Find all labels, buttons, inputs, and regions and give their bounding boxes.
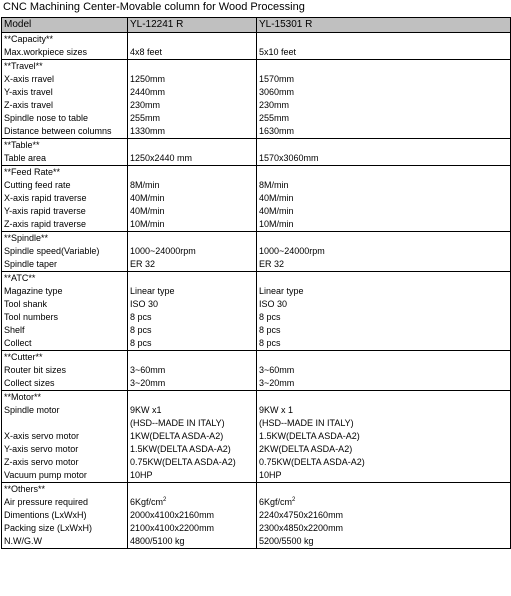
- section-labels: [2, 166, 128, 232]
- spec-label: N.W/G.W: [4, 536, 42, 546]
- section-values-col1: [128, 166, 257, 232]
- spec-label: Spindle taper: [4, 259, 58, 269]
- spec-value: ER 32: [259, 259, 285, 269]
- spec-value: 5x10 feet: [259, 47, 297, 57]
- section-row-spindle: [2, 232, 511, 272]
- spec-value: 1.5KW(DELTA ASDA-A2): [130, 444, 231, 454]
- section-values-col1: [128, 351, 257, 391]
- section-values-col1: [128, 139, 257, 166]
- spec-value: (HSD--MADE IN ITALY): [259, 418, 354, 428]
- section-header: **Others**: [4, 484, 46, 494]
- spec-value: (HSD--MADE IN ITALY): [130, 418, 225, 428]
- section-header: **Table**: [4, 140, 40, 150]
- section-header: **Feed Rate**: [4, 167, 61, 177]
- spec-value: 40M/min: [130, 193, 165, 203]
- spec-label: Tool numbers: [4, 312, 59, 322]
- spec-value-air-pressure: $6Kgf/cm^2$: [259, 497, 296, 507]
- spec-value: 8 pcs: [259, 338, 281, 348]
- spec-label: Z-axis travel: [4, 100, 54, 110]
- section-row-atc: [2, 272, 511, 351]
- section-values-col2: [257, 391, 511, 483]
- spec-value: 1630mm: [259, 126, 295, 136]
- section-values-col1: [128, 232, 257, 272]
- spec-label: Dimentions (LxWxH): [4, 510, 87, 520]
- spec-value: 4800/5100 kg: [130, 536, 185, 546]
- spec-value: 8 pcs: [130, 312, 152, 322]
- spec-value: ISO 30: [259, 299, 288, 309]
- spec-value: 8M/min: [130, 180, 160, 190]
- spec-value: 10M/min: [259, 219, 294, 229]
- spec-value: 1250x2440 mm: [130, 153, 193, 163]
- section-row-motor: [2, 391, 511, 483]
- spec-value: 2KW(DELTA ASDA-A2): [259, 444, 353, 454]
- spec-label: Packing size (LxWxH): [4, 523, 93, 533]
- spec-value: 2440mm: [130, 87, 166, 97]
- section-header: **Motor**: [4, 392, 42, 402]
- section-header: **Travel**: [4, 61, 43, 71]
- section-labels: [2, 483, 128, 549]
- spec-value: 2000x4100x2160mm: [130, 510, 215, 520]
- spec-value: 255mm: [130, 113, 161, 123]
- section-labels: [2, 272, 128, 351]
- spec-label: Tool shank: [4, 299, 48, 309]
- spec-label: Distance between columns: [4, 126, 112, 136]
- spec-label: Y-axis servo motor: [4, 444, 79, 454]
- spec-value: 8M/min: [259, 180, 289, 190]
- spec-value: 1.5KW(DELTA ASDA-A2): [259, 431, 360, 441]
- table-header-row: [2, 18, 511, 33]
- spec-label: Collect: [4, 338, 32, 348]
- spec-value: 8 pcs: [130, 338, 152, 348]
- section-values-col2: [257, 272, 511, 351]
- spec-value: 40M/min: [259, 193, 294, 203]
- section-values-col2: [257, 166, 511, 232]
- spec-label: Collect sizes: [4, 378, 55, 388]
- spec-label: Magazine type: [4, 286, 63, 296]
- spec-value: 8 pcs: [259, 312, 281, 322]
- section-row-cutter: [2, 351, 511, 391]
- section-labels: [2, 33, 128, 60]
- section-labels: [2, 232, 128, 272]
- section-values-col2: [257, 483, 511, 549]
- section-header: **Capacity**: [4, 34, 54, 44]
- spec-value: 255mm: [259, 113, 290, 123]
- column-header-model: Model: [2, 18, 128, 33]
- spec-label: Table area: [4, 153, 47, 163]
- section-labels: [2, 391, 128, 483]
- section-header: **Spindle**: [4, 233, 49, 243]
- section-values-col2: [257, 33, 511, 60]
- spec-value: 2240x4750x2160mm: [259, 510, 344, 520]
- spec-value: 0.75KW(DELTA ASDA-A2): [259, 457, 365, 467]
- spec-value: 8 pcs: [259, 325, 281, 335]
- section-values-col2: [257, 351, 511, 391]
- section-values-col2: [257, 232, 511, 272]
- spec-value: 0.75KW(DELTA ASDA-A2): [130, 457, 236, 467]
- section-labels: [2, 139, 128, 166]
- spec-value: 1KW(DELTA ASDA-A2): [130, 431, 224, 441]
- spec-label: Max.workpiece sizes: [4, 47, 88, 57]
- spec-label: Spindle motor: [4, 405, 60, 415]
- spec-value: 1330mm: [130, 126, 166, 136]
- section-labels: [2, 60, 128, 139]
- spec-value: 10M/min: [130, 219, 165, 229]
- spec-value: 8 pcs: [130, 325, 152, 335]
- spec-value: 1000~24000rpm: [130, 246, 196, 256]
- spec-value: 3~60mm: [130, 365, 166, 375]
- spec-label: Y-axis rapid traverse: [4, 206, 86, 216]
- section-labels: [2, 351, 128, 391]
- spec-label: Cutting feed rate: [4, 180, 71, 190]
- spec-label: X-axis rapid traverse: [4, 193, 87, 203]
- spec-label: Vacuum pump motor: [4, 470, 87, 480]
- spec-label: X-axis rravel: [4, 74, 55, 84]
- section-row-table: [2, 139, 511, 166]
- spec-value: 1250mm: [130, 74, 166, 84]
- section-row-feed-rate: [2, 166, 511, 232]
- spec-value: Linear type: [259, 286, 304, 296]
- section-header: **ATC**: [4, 273, 36, 283]
- spec-value: 9KW x1: [130, 405, 162, 415]
- spec-value: ER 32: [130, 259, 156, 269]
- spec-value: 9KW x 1: [259, 405, 294, 415]
- spec-label: Spindle speed(Variable): [4, 246, 100, 256]
- spec-value: 5200/5500 kg: [259, 536, 314, 546]
- section-values-col1: [128, 272, 257, 351]
- spec-value: 1000~24000rpm: [259, 246, 325, 256]
- spec-label: Shelf: [4, 325, 25, 335]
- section-row-others: [2, 483, 511, 549]
- section-values-col2: [257, 139, 511, 166]
- section-row-capacity: [2, 33, 511, 60]
- spec-label: Z-axis rapid traverse: [4, 219, 87, 229]
- section-values-col1: [128, 483, 257, 549]
- spec-value: 40M/min: [130, 206, 165, 216]
- spec-label: Router bit sizes: [4, 365, 67, 375]
- section-values-col1: [128, 33, 257, 60]
- spec-value: 3~20mm: [130, 378, 166, 388]
- spec-value: 1570x3060mm: [259, 153, 319, 163]
- spec-table: [1, 17, 511, 549]
- column-header-yl-15301r: YL-15301 R: [257, 18, 511, 33]
- spec-label: Y-axis travel: [4, 87, 53, 97]
- spec-label: Z-axis servo motor: [4, 457, 79, 467]
- spec-value: 3060mm: [259, 87, 295, 97]
- spec-value: 10HP: [259, 470, 282, 480]
- page-title: CNC Machining Center-Movable column for Wood Processing: [3, 1, 305, 13]
- spec-value: 1570mm: [259, 74, 295, 84]
- spec-value: 40M/min: [259, 206, 294, 216]
- spec-value: 3~60mm: [259, 365, 295, 375]
- spec-value: 2100x4100x2200mm: [130, 523, 215, 533]
- section-values-col1: [128, 391, 257, 483]
- section-row-travel: [2, 60, 511, 139]
- spec-value: 3~20mm: [259, 378, 295, 388]
- spec-label: X-axis servo motor: [4, 431, 80, 441]
- section-values-col2: [257, 60, 511, 139]
- spec-value: 4x8 feet: [130, 47, 163, 57]
- section-values-col1: [128, 60, 257, 139]
- spec-value: Linear type: [130, 286, 175, 296]
- spec-value: 10HP: [130, 470, 153, 480]
- spec-label: Air pressure required: [4, 497, 89, 507]
- spec-label: Spindle nose to table: [4, 113, 89, 123]
- spec-value-air-pressure: $6Kgf/cm^2$: [130, 497, 167, 507]
- spec-value: ISO 30: [130, 299, 159, 309]
- spec-value: 230mm: [130, 100, 161, 110]
- spec-value: 2300x4850x2200mm: [259, 523, 344, 533]
- spec-value: 230mm: [259, 100, 290, 110]
- column-header-yl-12241r: YL-12241 R: [128, 18, 257, 33]
- section-header: **Cutter**: [4, 352, 43, 362]
